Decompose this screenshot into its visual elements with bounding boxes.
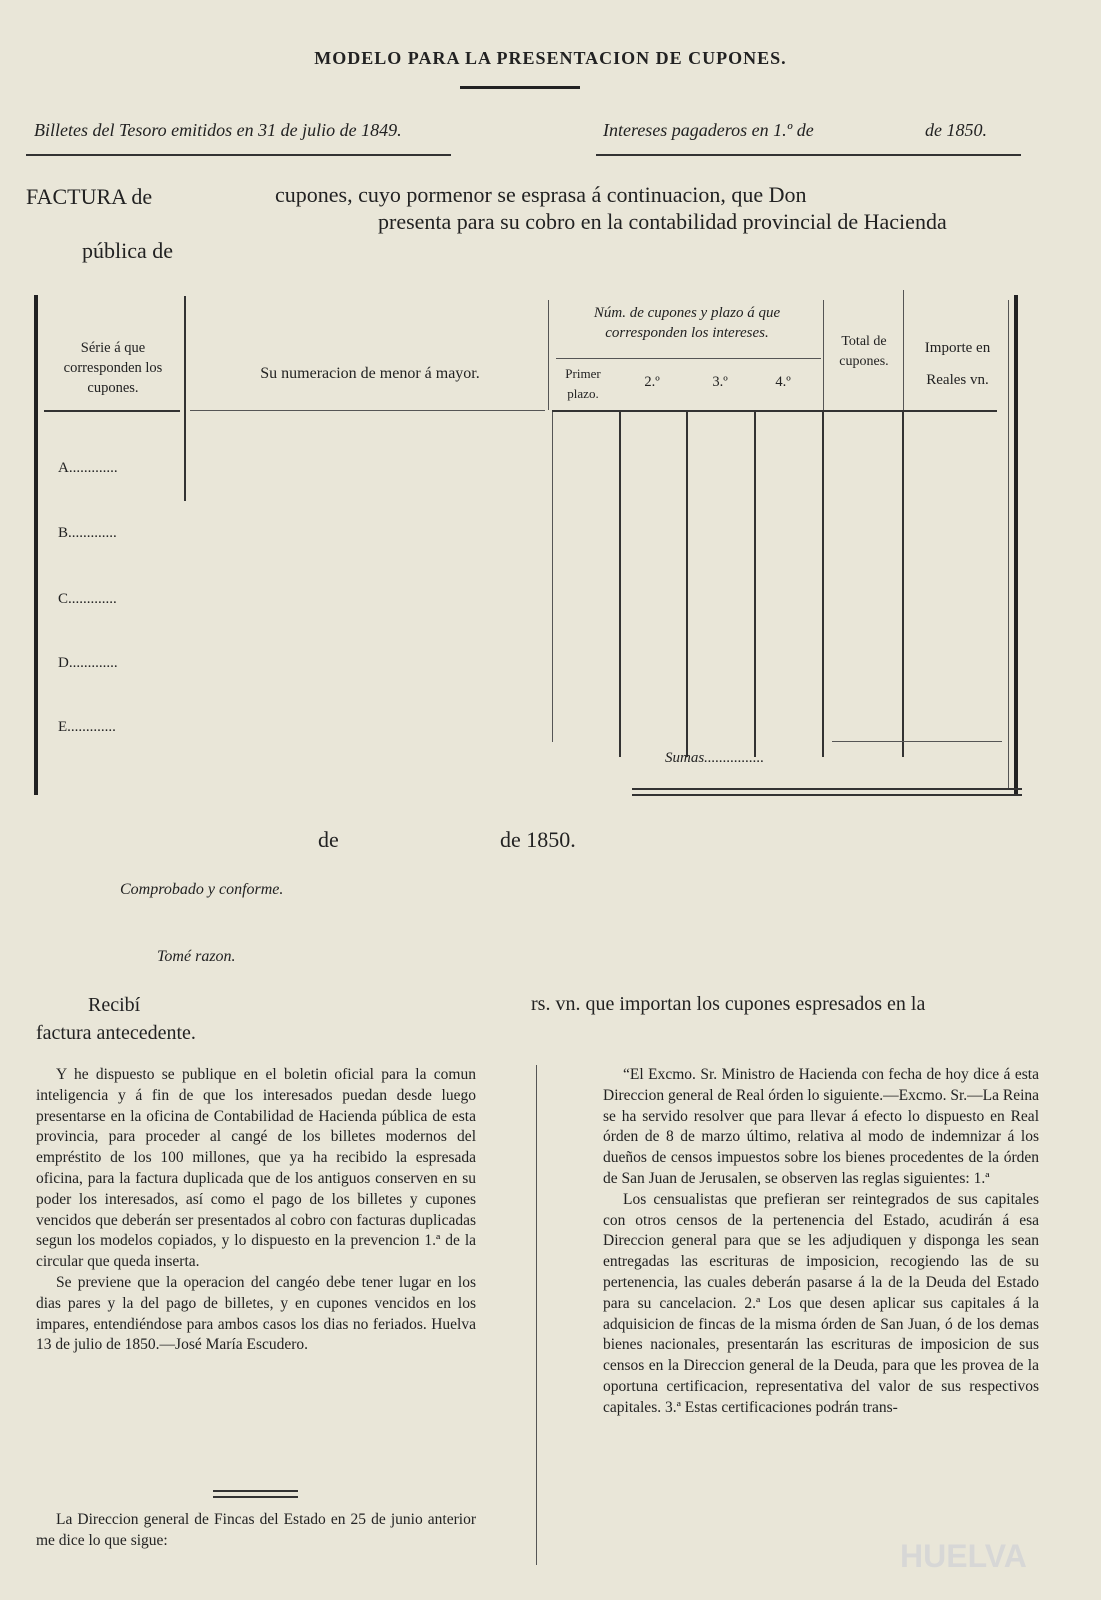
left-para-3: La Direccion general de Fincas del Estado en 25 de junio anterior me dice lo que sigue:: [36, 1511, 476, 1549]
sep-4: [822, 412, 824, 757]
row-e: E.............: [58, 719, 116, 735]
page-title: MODELO PARA LA PRESENTACION DE CUPONES.: [314, 48, 787, 68]
col-num-cupones-header: Núm. de cupones y plazo á que corresponden los intereses.: [593, 305, 781, 341]
right-para-2: Los censualistas que prefieran ser reintegrados de sus capitales con otros censos de la pertenencia del Estado, acudirán á esa Direccion general para que se les adjudiquen y disponga les sean entregadas las escrituras de imposicion, recogiendo las de su pertenencia, las cuales deberán pasarse á la de la Deuda del Estado para su cancelacion. 2.ª Los que desen aplicar sus capitales á la adquisicion de fincas de la misma órden de San Juan, ó de los demas bienes nacionales, presentarán las escrituras de imposicion de sus censos en la Direccion general de la Deuda, para que les provea de la oportuna certificacion, representativa del valor de sus respectivos capitales. 3.ª Estas certificaciones podrán trans-: [603, 1190, 1039, 1416]
sep-3: [754, 412, 756, 757]
right-column: [603, 1065, 1039, 1419]
left-column-divider-2: [213, 1496, 298, 1498]
left-subheader: Billetes del Tesoro emitidos en 31 de julio de 1849.: [34, 120, 402, 140]
table-bottom-rule-1: [632, 788, 1022, 790]
left-column-end: [36, 1510, 476, 1552]
subheader-rule-left: [26, 154, 451, 156]
title-rule: [460, 86, 580, 89]
row-d: D.............: [58, 655, 118, 671]
serie-header-rule: [44, 410, 180, 412]
col-numeracion-header: Su numeracion de menor á mayor.: [260, 365, 480, 382]
recibi-end: factura antecedente.: [36, 1022, 196, 1044]
sumas-label: Sumas................: [665, 750, 765, 766]
right-para-1: “El Excmo. Sr. Ministro de Hacienda con fecha de hoy dice á esta Direccion general de Real órden lo siguiente.—Excmo. Sr.—La Reina se ha servido resolver que para llevar á efecto lo dispuesto en Real órden de 8 de marzo último, relativa al modo de indemnizar á los dueños de censos impuestos sobre los bienes procedentes de la órden de San Juan de Jerusalen, se observen las reglas siguientes: 1.ª: [603, 1066, 1040, 1187]
row-a: A.............: [58, 460, 118, 476]
sep-serie: [184, 296, 186, 501]
recibi-word: Recibí: [88, 994, 141, 1016]
comprobado-line: Comprobado y conforme.: [120, 881, 284, 898]
factura-word: FACTURA de: [26, 184, 153, 209]
sumas-top-rule: [832, 741, 1002, 742]
column-divider: [536, 1065, 537, 1565]
left-para-2: Se previene que la operacion del cangéo debe tener lugar en los dias pares y la del pago de billetes, y en cupones vencidos en los impares, entendiéndose para ambos casos los dias no feriados. Huelva 13 de julio de 1850.—José María Escudero.: [36, 1273, 476, 1354]
col-3-header: 3.º: [712, 374, 728, 390]
archive-watermark: HUELVA: [900, 1538, 1027, 1574]
left-column: [36, 1065, 476, 1356]
date-de: de: [318, 827, 339, 852]
row-c: C.............: [58, 591, 117, 607]
table-right-border: [1014, 295, 1018, 795]
col-primer-header: Primer plazo.: [565, 366, 601, 401]
sep-total-head: [823, 300, 824, 410]
col-total-header: Total de cupones.: [839, 334, 889, 369]
right-subheader-year: de 1850.: [925, 120, 987, 140]
subheader-rule-right: [596, 154, 1021, 156]
col-importe-header: Importe en Reales vn.: [924, 340, 991, 388]
table-left-border: [34, 295, 38, 795]
col-4-header: 4.º: [775, 374, 791, 390]
row-b: B.............: [58, 525, 117, 541]
sep-numeracion: [548, 300, 549, 410]
table-bottom-rule-2: [632, 794, 1022, 796]
col-serie-header: Série á que corresponden los cupones.: [63, 340, 163, 396]
left-column-divider: [213, 1490, 298, 1492]
date-year: de 1850.: [500, 827, 576, 852]
sep-total: [902, 412, 904, 757]
factura-line-3: pública de: [82, 238, 174, 263]
right-subheader: Intereses pagaderos en 1.º de: [603, 120, 814, 140]
num-header-rule: [556, 358, 821, 359]
sep-2: [686, 412, 688, 757]
factura-line-2: presenta para su cobro en la contabilidad provincial de Hacienda: [378, 209, 947, 234]
col-2-header: 2.º: [644, 374, 660, 390]
sep-importe-head: [903, 290, 904, 410]
factura-line-1: cupones, cuyo pormenor se esprasa á continuacion, que Don: [275, 182, 807, 207]
left-para-1: Y he dispuesto se publique en el boletin oficial para la comun inteligencia y á fin de que los interesados puedan desde luego presentarse en la oficina de Contabilidad de Hacienda pública de esta provincia, para proceder al cangé de los billetes modernos del empréstito de los 100 millones, que ya ha recibido la espresada oficina, para la factura duplicada que de los antiguos conserven en su poder los interesados, así como el pago de los billetes y cupones vencidos que deberán ser presentados al cobro con facturas duplicadas segun los modelos copiados, y lo dispuesto en la prevencion 1.ª de la circular que queda inserta.: [36, 1066, 476, 1271]
sep-primer: [619, 412, 621, 757]
numeracion-header-rule: [190, 410, 545, 411]
tome-razon-line: Tomé razon.: [157, 948, 236, 965]
sep-numeracion-body: [552, 412, 553, 742]
recibi-middle: rs. vn. que importan los cupones espresados en la: [531, 993, 926, 1015]
table-right-border-inner: [1008, 300, 1009, 790]
